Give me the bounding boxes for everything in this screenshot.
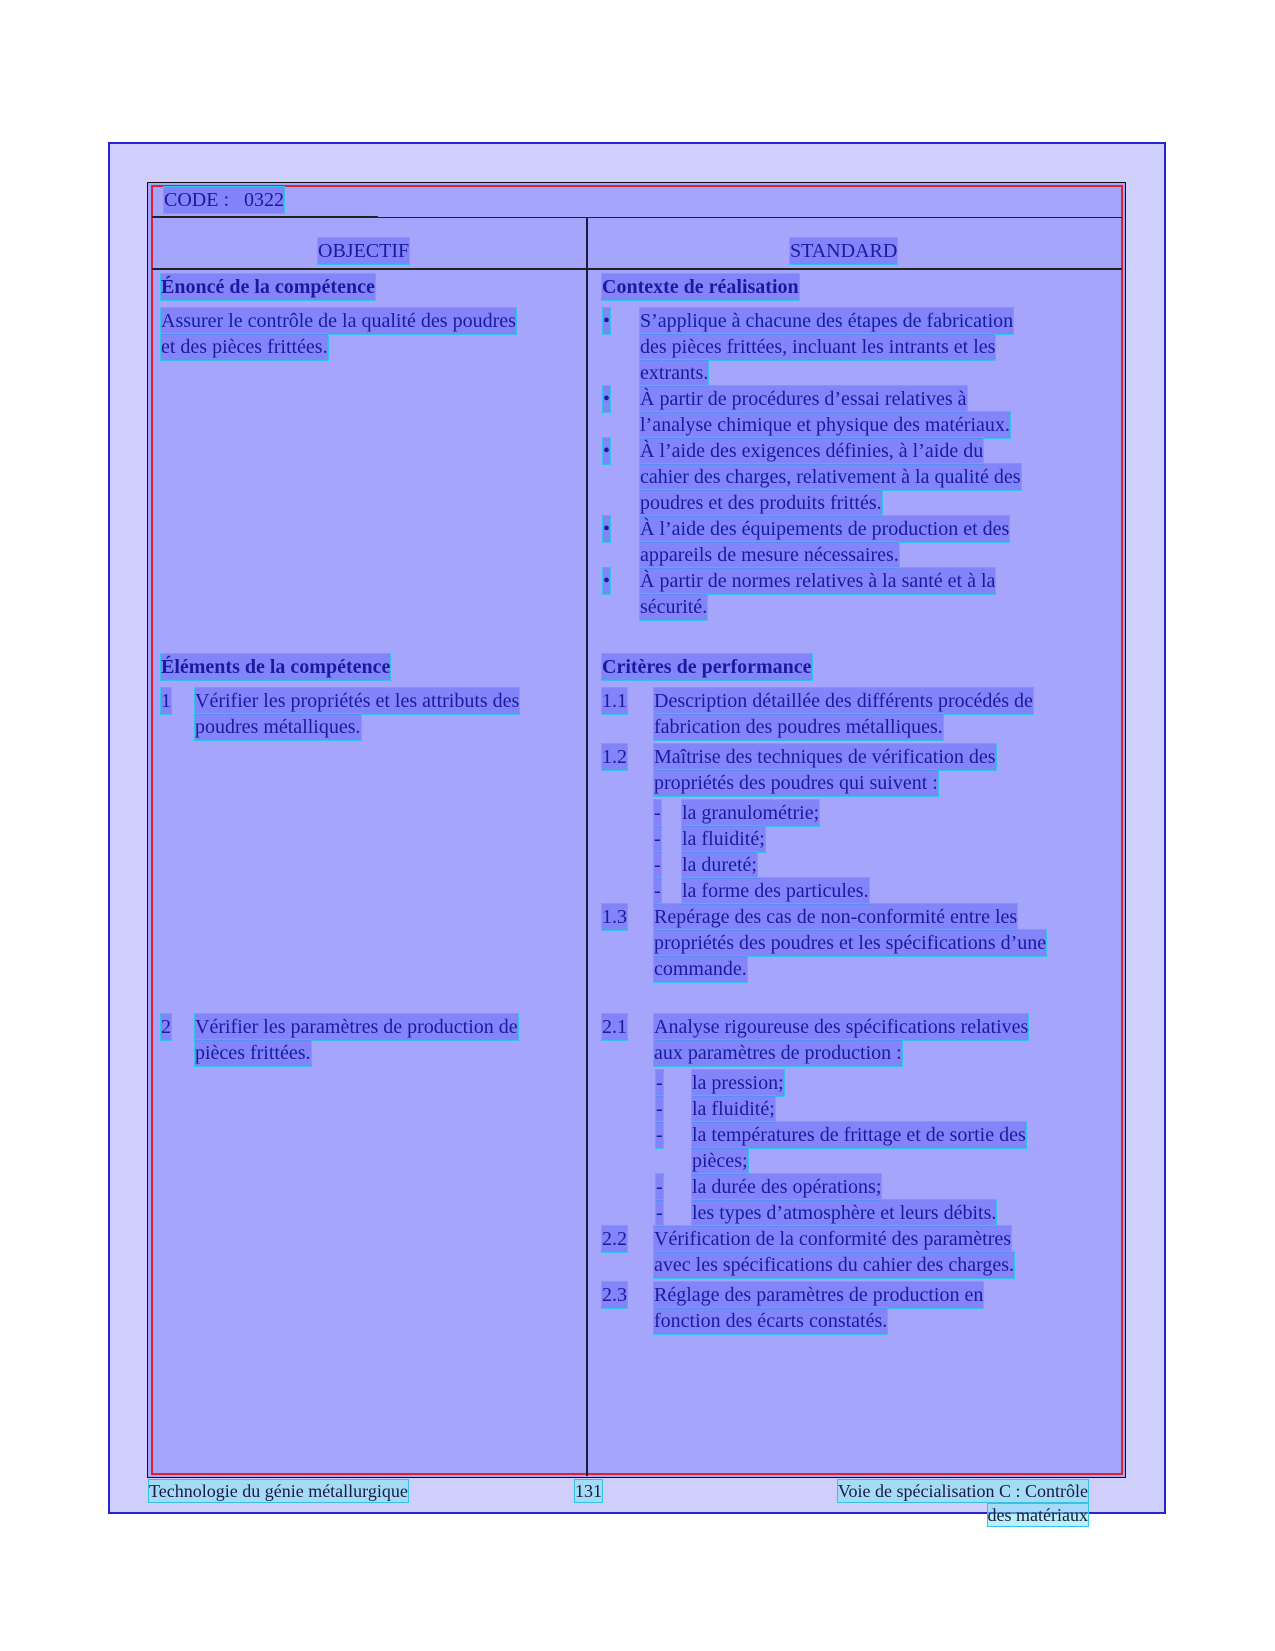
element-line: Vérifier les paramètres de production de — [195, 1016, 518, 1038]
criterion-line: Vérification de la conformité des paramètres — [654, 1228, 1012, 1250]
element-number: 1 — [161, 690, 171, 712]
code-label — [164, 187, 284, 213]
criterion-number: 2.3 — [602, 1284, 627, 1306]
enonce-line: Assurer le contrôle de la qualité des poudres — [161, 310, 516, 332]
code-value: 0322 — [244, 189, 284, 211]
criterion-line: fonction des écarts constatés. — [654, 1310, 888, 1332]
element-number: 2 — [161, 1016, 171, 1038]
element-line: Vérifier les propriétés et les attributs des — [195, 690, 520, 712]
criterion-sub: les types d’atmosphère et leurs débits. — [692, 1202, 997, 1224]
criterion-number: 2.2 — [602, 1228, 627, 1250]
criterion-line: avec les spécifications du cahier des charges. — [654, 1254, 1015, 1276]
footer-right-line: Voie de spécialisation C : Contrôle — [837, 1481, 1088, 1501]
contexte-item-line: À l’aide des équipements de production et des — [640, 518, 1010, 540]
footer-left: Technologie du génie métallurgique — [149, 1481, 408, 1501]
criterion-sub: la granulométrie; — [682, 802, 820, 824]
criterion-line: commande. — [654, 958, 747, 980]
contexte-item-line: À l’aide des exigences définies, à l’aide du — [640, 440, 984, 462]
criterion-sub: la fluidité; — [692, 1098, 775, 1120]
contexte-heading: Contexte de réalisation — [602, 276, 799, 298]
header-bottom-rule — [152, 268, 1122, 270]
contexte-item-line: appareils de mesure nécessaires. — [640, 544, 899, 566]
dash: - — [656, 1098, 663, 1120]
contexte-item-line: À partir de procédures d’essai relatives à — [640, 388, 967, 410]
contexte-item-line: sécurité. — [640, 596, 708, 618]
criterion-line: Réglage des paramètres de production en — [654, 1284, 984, 1306]
bullet: • — [603, 518, 611, 540]
criterion-line: Description détaillée des différents procédés de — [654, 690, 1033, 712]
criterion-number: 2.1 — [602, 1016, 627, 1038]
criterion-sub: la fluidité; — [682, 828, 765, 850]
bullet: • — [603, 440, 611, 462]
element-line: pièces frittées. — [195, 1042, 311, 1064]
dash: - — [654, 828, 661, 850]
criteres-heading: Critères de performance — [602, 656, 812, 678]
dash: - — [656, 1072, 663, 1094]
contexte-item-line: des pièces frittées, incluant les intrants et les — [640, 336, 996, 358]
criterion-line: Maîtrise des techniques de vérification des — [654, 746, 996, 768]
enonce-line: et des pièces frittées. — [161, 336, 328, 358]
criterion-sub: la forme des particules. — [682, 880, 869, 902]
footer-right-line: des matériaux — [987, 1505, 1088, 1525]
criterion-sub: la durée des opérations; — [692, 1176, 882, 1198]
criterion-sub: pièces; — [692, 1150, 748, 1172]
criterion-number: 1.2 — [602, 746, 627, 768]
criterion-line: propriétés des poudres et les spécifications d’une — [654, 932, 1047, 954]
column-header-standard: STANDARD — [790, 240, 898, 262]
footer-page-number: 131 — [575, 1481, 602, 1501]
bullet: • — [603, 388, 611, 410]
criterion-line: aux paramètres de production : — [654, 1042, 902, 1064]
dash: - — [656, 1202, 663, 1224]
bullet: • — [603, 570, 611, 592]
dash: - — [656, 1124, 663, 1146]
criterion-line: fabrication des poudres métalliques. — [654, 716, 943, 738]
column-divider — [586, 218, 588, 1476]
criterion-line: propriétés des poudres qui suivent : — [654, 772, 938, 794]
criterion-number: 1.1 — [602, 690, 627, 712]
criterion-number: 1.3 — [602, 906, 627, 928]
dash: - — [654, 880, 661, 902]
criterion-sub: la dureté; — [682, 854, 757, 876]
dash: - — [656, 1176, 663, 1198]
contexte-item-line: extrants. — [640, 362, 709, 384]
criterion-line: Repérage des cas de non-conformité entre les — [654, 906, 1018, 928]
contexte-item-line: poudres et des produits frittés. — [640, 492, 882, 514]
dash: - — [654, 854, 661, 876]
code-label-text: CODE : — [164, 189, 229, 211]
criterion-sub: la températures de frittage et de sortie des — [692, 1124, 1026, 1146]
bullet: • — [603, 310, 611, 332]
enonce-heading: Énoncé de la compétence — [161, 276, 375, 298]
contexte-item-line: S’applique à chacune des étapes de fabrication — [640, 310, 1014, 332]
column-header-objectif: OBJECTIF — [318, 240, 410, 262]
element-line: poudres métalliques. — [195, 716, 361, 738]
elements-heading: Éléments de la compétence — [161, 656, 391, 678]
contexte-item-line: l’analyse chimique et physique des matériaux. — [640, 414, 1010, 436]
contexte-item-line: À partir de normes relatives à la santé et à la — [640, 570, 996, 592]
contexte-item-line: cahier des charges, relativement à la qualité des — [640, 466, 1021, 488]
criterion-line: Analyse rigoureuse des spécifications relatives — [654, 1016, 1029, 1038]
header-top-rule — [152, 217, 1122, 218]
criterion-sub: la pression; — [692, 1072, 784, 1094]
dash: - — [654, 802, 661, 824]
